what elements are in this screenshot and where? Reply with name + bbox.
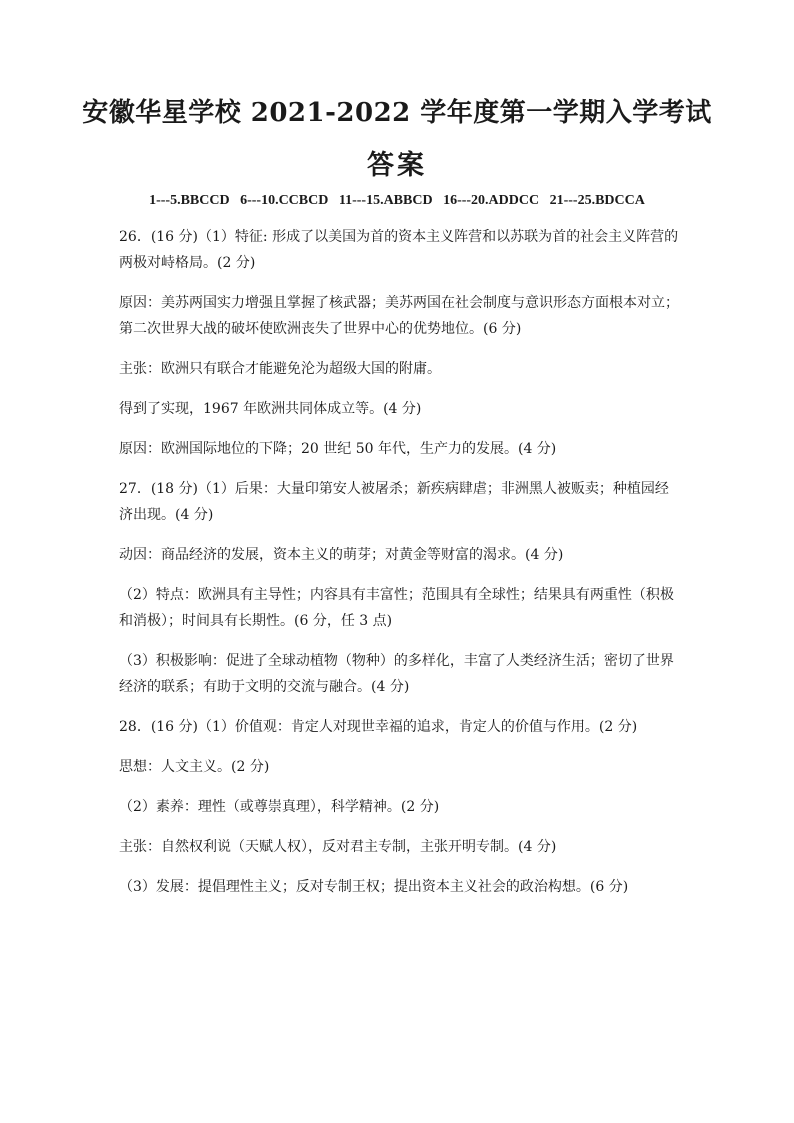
answer-paragraph: 主张：欧洲只有联合才能避免沦为超级大国的附庸。 [119, 361, 441, 377]
answer-paragraph: 27．(18 分)（1）后果：大量印第安人被屠杀；新疾病肆虐；非洲黑人被贩卖；种植园经济出现。(4 分) [119, 481, 669, 523]
answer-paragraph: 动因：商品经济的发展，资本主义的萌芽；对黄金等财富的渴求。(4 分) [119, 547, 564, 563]
answer-paragraph: 26．(16 分)（1）特征: 形成了以美国为首的资本主义阵营和以苏联为首的社会主义阵营的两极对峙格局。(2 分) [119, 229, 679, 271]
answer-paragraph: 思想：人文主义。(2 分) [119, 759, 270, 775]
answer-paragraph: 得到了实现，1967 年欧洲共同体成立等。(4 分) [119, 401, 422, 417]
choice-answers: 1---5.BBCCD 6---10.CCBCD 11---15.ABBCD 16---20.ADDCC 21---25.BDCCA [149, 193, 645, 208]
answer-paragraph: （3）积极影响：促进了全球动植物（物种）的多样化，丰富了人类经济生活；密切了世界经济的联系；有助于文明的交流与融合。(4 分) [119, 653, 674, 695]
answer-paragraph: （2）特点：欧洲具有主导性；内容具有丰富性；范围具有全球性；结果具有两重性（积极和消极）；时间具有长期性。(6 分，任 3 点) [119, 587, 674, 629]
document-subtitle: 答案 [367, 150, 427, 181]
answer-paragraph: （3）发展：提倡理性主义；反对专制王权；提出资本主义社会的政治构想。(6 分) [119, 879, 629, 895]
answer-paragraph: 28．(16 分)（1）价值观：肯定人对现世幸福的追求，肯定人的价值与作用。(2 分) [119, 719, 638, 735]
answer-body [119, 224, 679, 914]
answer-paragraph: 主张：自然权利说（天赋人权），反对君主专制，主张开明专制。(4 分) [119, 839, 557, 855]
answer-paragraph: （2）素养：理性（或尊崇真理），科学精神。(2 分) [119, 799, 440, 815]
answer-paragraph: 原因：欧洲国际地位的下降；20 世纪 50 年代，生产力的发展。(4 分) [119, 441, 557, 457]
answer-paragraph: 原因：美苏两国实力增强且掌握了核武器；美苏两国在社会制度与意识形态方面根本对立；第二次世界大战的破坏使欧洲丧失了世界中心的优势地位。(6 分) [119, 295, 679, 337]
document-title: 安徽华星学校 2021-2022 学年度第一学期入学考试 [82, 98, 712, 128]
